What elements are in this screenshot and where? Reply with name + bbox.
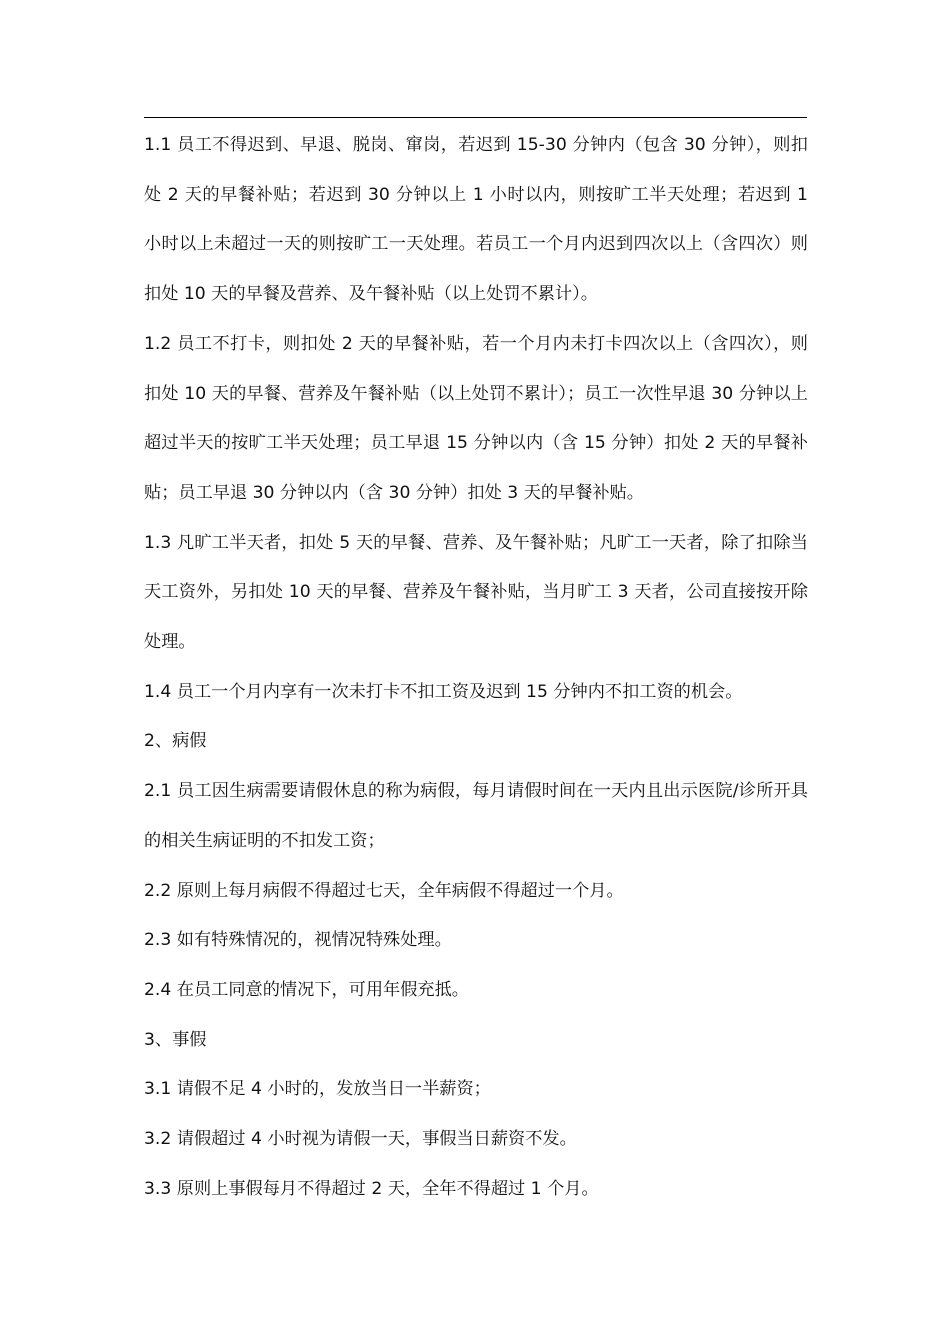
paragraph-1-1: 1.1 员工不得迟到、早退、脱岗、窜岗，若迟到 15-30 分钟内（包含 30 分钟），则扣处 2 天的早餐补贴；若迟到 30 分钟以上 1 小时以内，则按旷工半天处理；若迟到 1 小时以上未超过一天的则按旷工一天处理。若员工一个月内迟到四次以上（含四次）则扣处 10 天的早餐及营养、及午餐补贴（以上处罚不累计）。 — [144, 135, 808, 305]
paragraph-3-2: 3.2 请假超过 4 小时视为请假一天，事假当日薪资不发。 — [144, 1129, 577, 1150]
paragraph-2-2: 2.2 原则上每月病假不得超过七天，全年病假不得超过一个月。 — [144, 880, 624, 901]
paragraph-1-3: 1.3 凡旷工半天者，扣处 5 天的早餐、营养、及午餐补贴；凡旷工一天者，除了扣除当天工资外，另扣处 10 天的早餐、营养及午餐补贴，当月旷工 3 天者，公司直接按开除处理。 — [144, 532, 808, 653]
paragraph-2-4: 2.4 在员工同意的情况下，可用年假充抵。 — [144, 979, 469, 1000]
paragraph-2-1: 2.1 员工因生病需要请假休息的称为病假，每月请假时间在一天内且出示医院/诊所开具的相关生病证明的不扣发工资； — [144, 781, 808, 851]
paragraph-1-2: 1.2 员工不打卡，则扣处 2 天的早餐补贴，若一个月内未打卡四次以上（含四次），则扣处 10 天的早餐、营养及午餐补贴（以上处罚不累计）；员工一次性早退 30 分钟以上超过半天的按旷工半天处理；员工早退 15 分钟以内（含 15 分钟）扣处 2 天的早餐补贴；员工早退 30 分钟以内（含 30 分钟）扣处 3 天的早餐补贴。 — [144, 333, 808, 503]
section-heading-personal-leave: 3、事假 — [144, 1029, 207, 1050]
paragraph-3-3: 3.3 原则上事假每月不得超过 2 天，全年不得超过 1 个月。 — [144, 1178, 599, 1199]
section-heading-sick-leave: 2、病假 — [144, 731, 207, 752]
paragraph-1-4: 1.4 员工一个月内享有一次未打卡不扣工资及迟到 15 分钟内不扣工资的机会。 — [144, 681, 743, 702]
document-body — [144, 121, 808, 1214]
header-rule — [144, 117, 807, 118]
paragraph-3-1: 3.1 请假不足 4 小时的，发放当日一半薪资； — [144, 1079, 491, 1100]
paragraph-2-3: 2.3 如有特殊情况的，视情况特殊处理。 — [144, 930, 452, 951]
